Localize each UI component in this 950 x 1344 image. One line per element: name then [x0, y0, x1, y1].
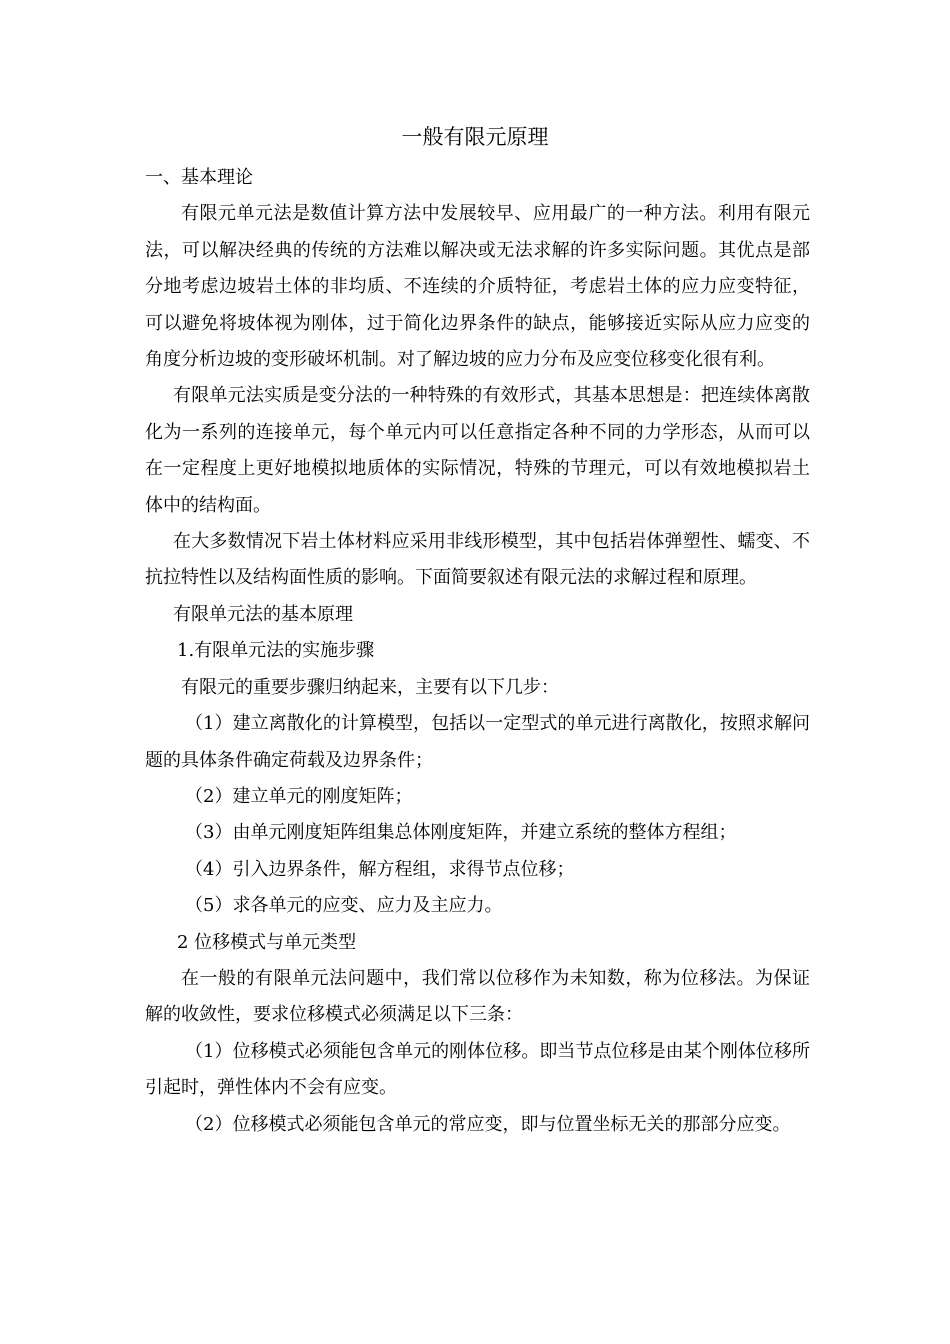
condition-2: （2）位移模式必须能包含单元的常应变，即与位置坐标无关的那部分应变。	[185, 1113, 791, 1135]
paragraph-essence: 有限单元法实质是变分法的一种特殊的有效形式，其基本思想是：把连续体离散化为一系列的连接单元，每个单元内可以任意指定各种不同的力学形态，从而可以在一定程度上更好地模拟地质体的实际情况，特殊的节理元，可以有效地模拟岩土体中的结构面。	[145, 385, 810, 516]
paragraph-nonlinear: 在大多数情况下岩土体材料应采用非线形模型，其中包括岩体弹塑性、蠕变、不抗拉特性以及结构面性质的影响。下面简要叙述有限元法的求解过程和原理。	[145, 531, 810, 589]
document-title: 一般有限元原理	[401, 125, 549, 149]
subsection-2-heading: 2 位移模式与单元类型	[177, 931, 357, 953]
subsection-1-intro: 有限元的重要步骤归纳起来，主要有以下几步：	[181, 676, 559, 698]
condition-1: （1）位移模式必须能包含单元的刚体位移。即当节点位移是由某个刚体位移所引起时，弹性体内不会有应变。	[145, 1040, 810, 1099]
step-5: （5）求各单元的应变、应力及主应力。	[185, 895, 503, 917]
step-4: （4）引入边界条件，解方程组，求得节点位移；	[185, 858, 575, 880]
section-heading: 一、基本理论	[145, 167, 253, 188]
subsection-1-heading: 1.有限单元法的实施步骤	[177, 640, 375, 662]
document-body	[145, 160, 810, 1143]
paragraph-intro: 有限元单元法是数值计算方法中发展较早、应用最广的一种方法。利用有限元法，可以解决经典的传统的方法难以解决或无法求解的许多实际问题。其优点是部分地考虑边坡岩土体的非均质、不连续的介质特征，考虑岩土体的应力应变特征，可以避免将坡体视为刚体，过于简化边界条件的缺点，能够接近实际从应力应变的角度分析边坡的变形破坏机制。对了解边坡的应力分布及应变位移变化很有利。	[145, 203, 810, 371]
step-1: （1）建立离散化的计算模型，包括以一定型式的单元进行离散化，按照求解问题的具体条件确定荷载及边界条件；	[145, 713, 810, 771]
step-2: （2）建立单元的刚度矩阵；	[185, 785, 413, 807]
step-3: （3）由单元刚度矩阵组集总体刚度矩阵，并建立系统的整体方程组；	[185, 822, 737, 844]
principle-heading: 有限单元法的基本原理	[173, 603, 353, 625]
subsection-2-intro: 在一般的有限单元法问题中，我们常以位移作为未知数，称为位移法。为保证解的收敛性，要求位移模式必须满足以下三条：	[145, 967, 810, 1026]
